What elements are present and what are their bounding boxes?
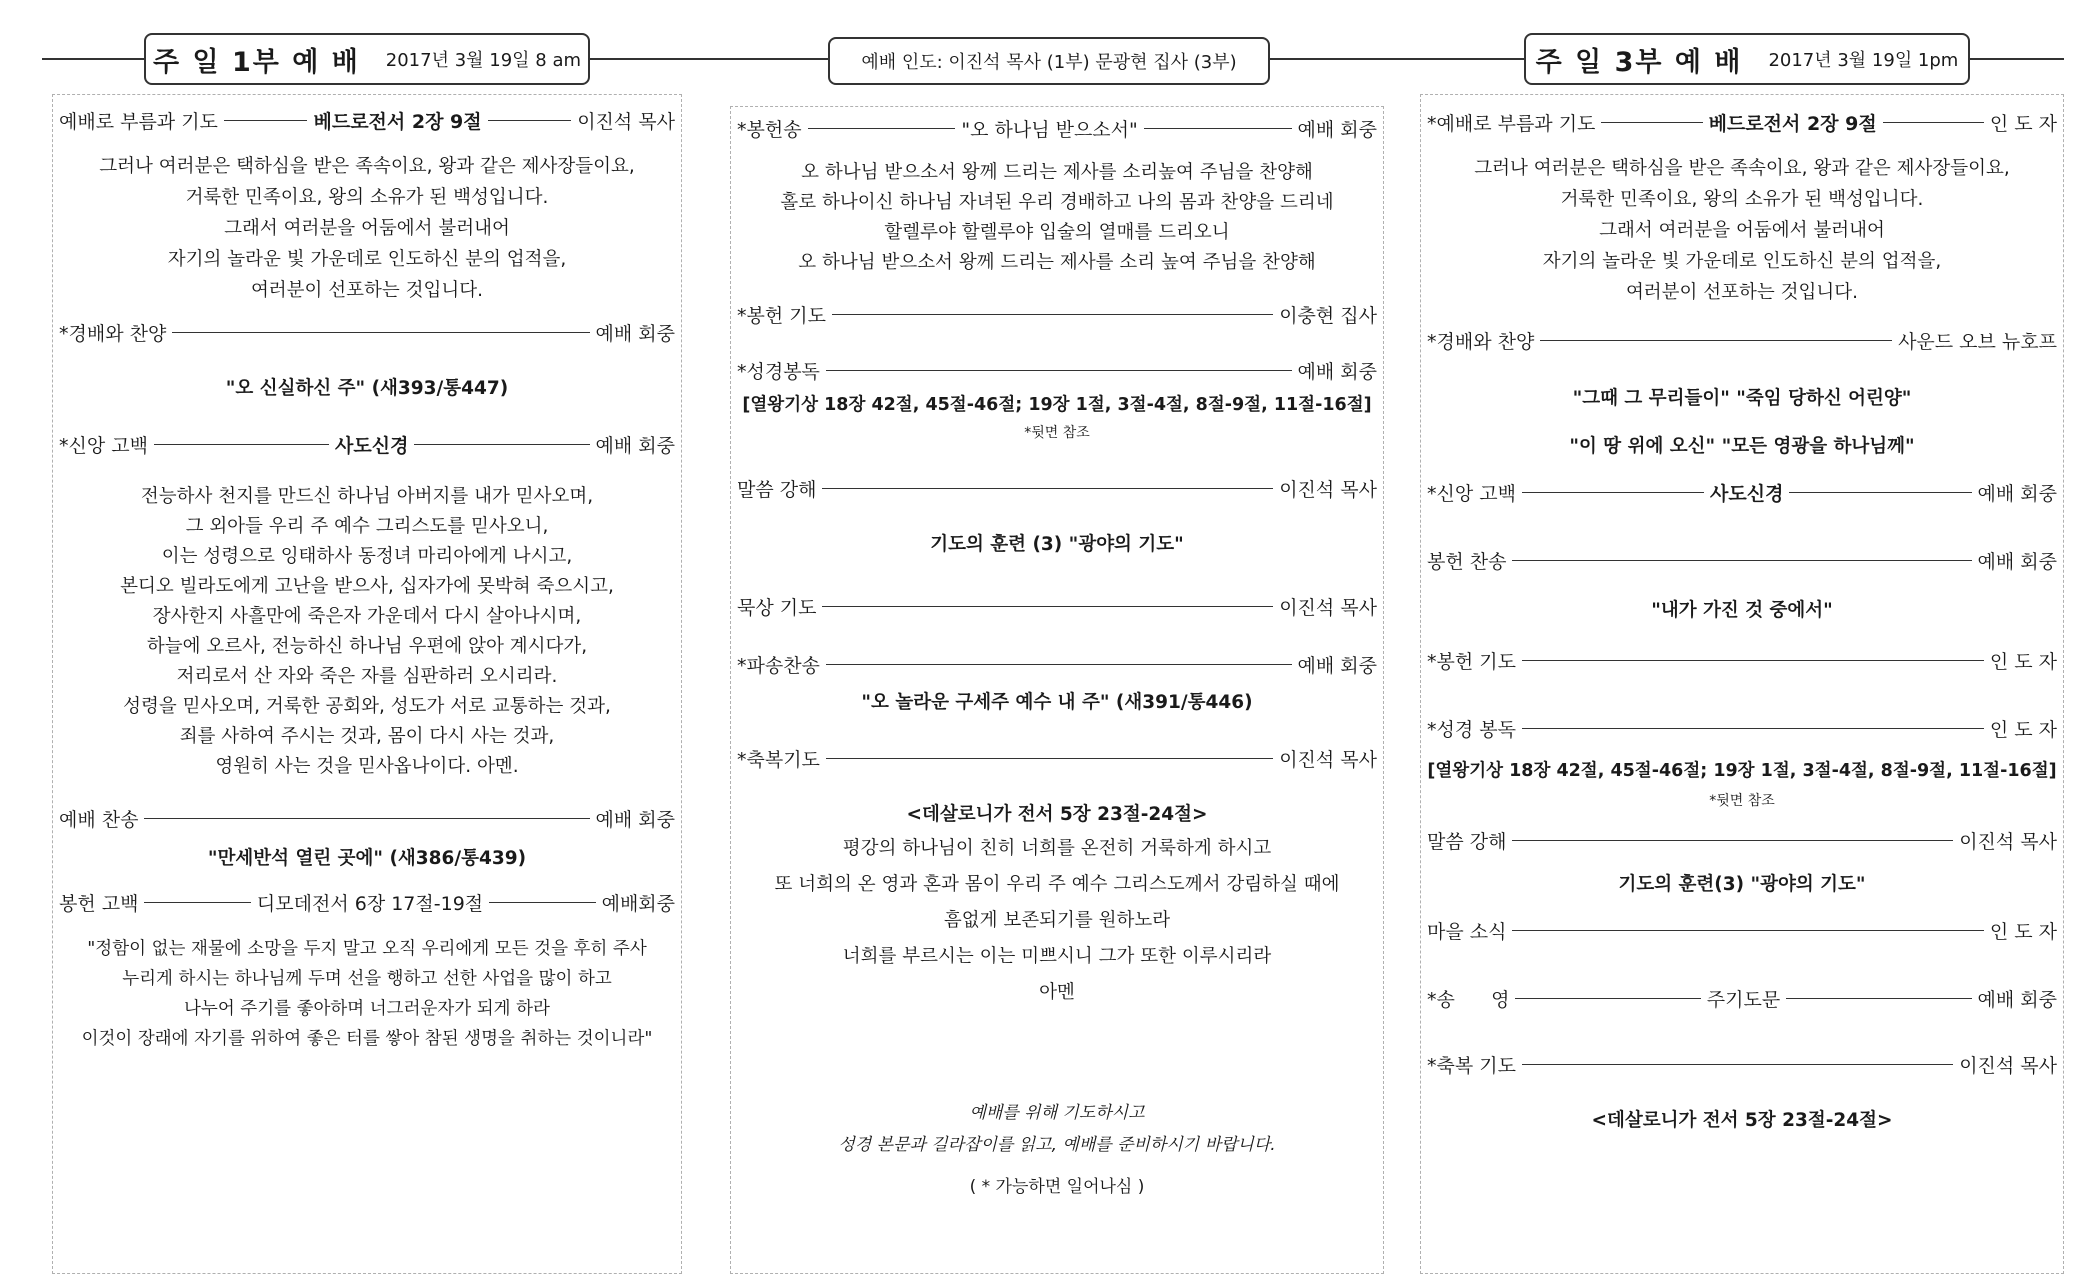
benediction-line: 너희를 부르시는 이는 미쁘시니 그가 또한 이루시리라: [842, 946, 1272, 967]
presider: 인 도 자: [1989, 112, 2058, 135]
leader-line: [1512, 560, 1971, 561]
scripture-ref: 베드로전서 2장 9절: [313, 110, 482, 133]
creed-line: 성령을 믿사오며, 거룩한 공회와, 성도가 서로 교통하는 것과,: [123, 696, 611, 717]
presider: 예배 회중: [1297, 654, 1377, 677]
leader-line: [1540, 340, 1892, 341]
reading-note: *뒷면 참조: [1024, 425, 1090, 441]
verse-line: 여러분이 선포하는 것입니다.: [250, 280, 484, 301]
label: *송 영: [1427, 988, 1510, 1011]
presider: 예배 회중: [1977, 550, 2057, 573]
reading-ref: [열왕기상 18장 42절, 45절-46절; 19장 1절, 3절-4절, 8절-9절, 11절-16절]: [1427, 761, 2057, 781]
panel-first-service: [52, 94, 682, 1274]
creed-line: 저리로서 산 자와 죽은 자를 심판하러 오시리라.: [176, 666, 558, 687]
leader-line: [224, 120, 308, 121]
presider: 예배 회중: [1297, 118, 1378, 141]
praise-song: "오 신실하신 주" (새393/통447): [225, 378, 509, 399]
sending-song: "오 놀라운 구세주 예수 내 주" (새391/통446): [861, 692, 1253, 713]
leader-line: [1601, 122, 1702, 123]
reading-note: *뒷면 참조: [1709, 793, 1775, 809]
row-offering-confession: [59, 887, 675, 917]
row-creed: [1427, 477, 2057, 507]
presider: 예배 회중: [595, 322, 675, 345]
benediction-line: 흠없게 보존되기를 원하노라: [943, 910, 1171, 931]
row-offering-prayer: [1427, 645, 2057, 675]
right-date: 2017년 3월 19일 1pm: [1768, 50, 1959, 71]
row-benediction: [737, 743, 1377, 773]
leader-line: [832, 314, 1273, 315]
row-offering-prayer: [737, 299, 1377, 329]
notice-line: 성경 본문과 길라잡이를 읽고, 예배를 준비하시기 바랍니다.: [838, 1135, 1276, 1155]
leader-line: [1512, 930, 1983, 931]
creed-line: 그 외아들 우리 주 예수 그리스도를 믿사오니,: [185, 516, 549, 537]
worship-leader: 예배 인도: 이진석 목사 (1부) 문광현 집사 (3부): [861, 52, 1237, 73]
header-rule-4: [1968, 58, 2064, 60]
presider: 사운드 오브 뉴호프: [1898, 330, 2057, 353]
verse-line: 여러분이 선포하는 것입니다.: [1625, 282, 1859, 303]
presider: 예배회중: [601, 892, 676, 915]
offering-verse: 누리게 하시는 하나님께 두며 선을 행하고 선한 사업을 많이 하고: [122, 969, 612, 989]
row-offering-song: [737, 113, 1377, 143]
leader-line: [1522, 492, 1704, 493]
left-date: 2017년 3월 19일 8 am: [385, 50, 582, 71]
presider: 이진석 목사: [1959, 830, 2057, 853]
label: *성경봉독: [737, 360, 820, 383]
lyric-line: 할렐루야 할렐루야 입술의 열매를 드리오니: [884, 222, 1230, 243]
right-title: 주 일 3부 예 배: [1535, 46, 1743, 78]
label: 마을 소식: [1427, 920, 1507, 943]
verse-line: 그러나 여러분은 택하심을 받은 족속이요, 왕과 같은 제사장들이요,: [1474, 158, 2010, 179]
label: *예배로 부름과 기도: [1427, 112, 1596, 135]
notice-line: 예배를 위해 기도하시고: [969, 1103, 1145, 1123]
leader-line: [489, 902, 595, 903]
label: *파송찬송: [737, 654, 820, 677]
praise-songs: "그때 그 무리들이" "죽임 당하신 어린양": [1572, 388, 1912, 409]
presider: 이진석 목사: [577, 110, 676, 133]
header-leader-box: [828, 37, 1270, 85]
song-title: "오 하나님 받으소서": [961, 118, 1138, 141]
label: *봉헌송: [737, 118, 802, 141]
leader-line: [1522, 728, 1984, 729]
creed-name: 사도신경: [1710, 482, 1784, 505]
label: 말씀 강해: [737, 478, 817, 501]
label: *경배와 찬양: [1427, 330, 1535, 353]
sermon-title: 기도의 훈련 (3) "광야의 기도": [930, 534, 1184, 555]
verse-line: 거룩한 민족이요, 왕의 소유가 된 백성입니다.: [185, 187, 549, 208]
leader-line: [1522, 1064, 1953, 1065]
row-benediction: [1427, 1049, 2057, 1079]
row-praise: [59, 317, 675, 347]
creed-line: 전능하사 천지를 만드신 하나님 아버지를 내가 믿사오며,: [140, 486, 594, 507]
header-rule-1: [42, 58, 148, 60]
hymn-song: "만세반석 열린 곳에" (새386/통439): [207, 848, 527, 869]
creed-line: 하늘에 오르사, 전능하신 하나님 우편에 앉아 계시다가,: [146, 636, 588, 657]
creed-line: 이는 성령으로 잉태하사 동정녀 마리아에게 나시고,: [161, 546, 573, 567]
row-call-to-worship: [1427, 107, 2057, 137]
leader-line: [826, 370, 1292, 371]
presider: 예배 회중: [595, 808, 675, 831]
panel-third-service: [1420, 94, 2064, 1274]
row-call-to-worship: [59, 105, 675, 135]
row-creed: [59, 429, 675, 459]
presider: 이진석 목사: [1959, 1054, 2057, 1077]
offering-verse: 이것이 장래에 자기를 위하여 좋은 터를 쌓아 참된 생명을 취하는 것이니라": [81, 1029, 653, 1049]
benediction-line: 아멘: [1039, 982, 1075, 1003]
presider: 이진석 목사: [1279, 478, 1377, 501]
scripture-ref: 베드로전서 2장 9절: [1708, 112, 1877, 135]
lyric-line: 오 하나님 받으소서 왕께 드리는 제사를 소리높여 주님을 찬양해: [801, 162, 1313, 183]
leader-line: [172, 332, 589, 333]
header-rule-3: [1268, 58, 1526, 60]
benediction-line: 또 너희의 온 영과 혼과 몸이 우리 주 예수 그리스도께서 강림하실 때에: [774, 874, 1340, 895]
presider: 예배 회중: [1977, 482, 2058, 505]
row-scripture-reading: [1427, 713, 2057, 743]
presider: 이충현 집사: [1279, 304, 1377, 327]
hymn-song: "내가 가진 것 중에서": [1651, 600, 1833, 621]
label: 묵상 기도: [737, 596, 817, 619]
lyric-line: 오 하나님 받으소서 왕께 드리는 제사를 소리 높여 주님을 찬양해: [798, 252, 1316, 273]
left-title: 주 일 1부 예 배: [152, 46, 360, 78]
header-right-box: [1524, 33, 1970, 85]
presider: 예배 회중: [595, 434, 676, 457]
row-sermon: [1427, 825, 2057, 855]
label: 예배로 부름과 기도: [59, 110, 218, 133]
verse-line: 그래서 여러분을 어둠에서 불러내어: [224, 218, 510, 239]
creed-line: 본디오 빌라도에게 고난을 받으사, 십자가에 못박혀 죽으시고,: [120, 576, 614, 597]
label: *축복기도: [737, 748, 820, 771]
creed-line: 장사한지 사흘만에 죽은자 가운데서 다시 살아나시며,: [152, 606, 582, 627]
creed-line: 죄를 사하여 주시는 것과, 몸이 다시 사는 것과,: [179, 726, 555, 747]
label: *봉헌 기도: [1427, 650, 1516, 673]
row-doxology: [1427, 983, 2057, 1013]
lyric-line: 홀로 하나이신 하나님 자녀된 우리 경배하고 나의 몸과 찬양을 드리네: [780, 192, 1334, 213]
presider: 인 도 자: [1989, 718, 2057, 741]
leader-line: [1144, 128, 1292, 129]
row-sermon: [737, 473, 1377, 503]
presider: 인 도 자: [1989, 650, 2057, 673]
label: 예배 찬송: [59, 808, 139, 831]
benediction-ref: <데살로니가 전서 5장 23절-24절>: [906, 804, 1208, 825]
leader-line: [808, 128, 956, 129]
row-village-news: [1427, 915, 2057, 945]
praise-songs: "이 땅 위에 오신" "모든 영광을 하나님께": [1569, 436, 1915, 457]
label: 봉헌 찬송: [1427, 550, 1507, 573]
leader-line: [1522, 660, 1984, 661]
leader-line: [488, 120, 572, 121]
leader-line: [1515, 998, 1700, 999]
header-left-box: [144, 33, 590, 85]
presider: 인 도 자: [1989, 920, 2057, 943]
leader-line: [822, 488, 1273, 489]
verse-line: 그래서 여러분을 어둠에서 불러내어: [1599, 220, 1885, 241]
creed-name: 사도신경: [335, 434, 409, 457]
label: *봉헌 기도: [737, 304, 826, 327]
row-offering-hymn: [1427, 545, 2057, 575]
label: 말씀 강해: [1427, 830, 1507, 853]
row-hymn: [59, 803, 675, 833]
presider: 이진석 목사: [1279, 596, 1377, 619]
sermon-title: 기도의 훈련(3) "광야의 기도": [1618, 874, 1866, 895]
leader-line: [1789, 492, 1971, 493]
verse-line: 자기의 놀라운 빛 가운데로 인도하신 분의 업적을,: [167, 249, 567, 270]
label: 봉헌 고백: [59, 892, 139, 915]
row-silent-prayer: [737, 591, 1377, 621]
leader-line: [144, 902, 250, 903]
label: *성경 봉독: [1427, 718, 1516, 741]
leader-line: [1786, 998, 1971, 999]
leader-line: [826, 758, 1273, 759]
row-scripture-reading: [737, 355, 1377, 385]
leader-line: [414, 444, 589, 445]
presider: 예배 회중: [1297, 360, 1377, 383]
leader-line: [1512, 840, 1953, 841]
label: *축복 기도: [1427, 1054, 1516, 1077]
offering-verse: 나누어 주기를 좋아하며 너그러운자가 되게 하라: [184, 999, 550, 1019]
presider: 예배 회중: [1977, 988, 2057, 1011]
verse-line: 자기의 놀라운 빛 가운데로 인도하신 분의 업적을,: [1542, 251, 1942, 272]
stand-note: ( * 가능하면 일어나심 ): [969, 1177, 1145, 1197]
leader-line: [1883, 122, 1984, 123]
verse-line: 거룩한 민족이요, 왕의 소유가 된 백성입니다.: [1560, 189, 1924, 210]
leader-line: [822, 606, 1273, 607]
benediction-ref: <데살로니가 전서 5장 23절-24절>: [1591, 1110, 1893, 1131]
reading-ref: [열왕기상 18장 42절, 45절-46절; 19장 1절, 3절-4절, 8절-9절, 11절-16절]: [742, 395, 1372, 415]
creed-line: 영원히 사는 것을 믿사옵나이다. 아멘.: [215, 756, 519, 777]
scripture-ref: 디모데전서 6장 17절-19절: [256, 892, 484, 915]
benediction-line: 평강의 하나님이 친히 너희를 온전히 거룩하게 하시고: [842, 838, 1272, 859]
label: *경배와 찬양: [59, 322, 167, 345]
label: *신앙 고백: [1427, 482, 1516, 505]
lords-prayer: 주기도문: [1706, 988, 1781, 1011]
header-rule-2: [588, 58, 828, 60]
panel-center: [730, 106, 1384, 1274]
presider: 이진석 목사: [1279, 748, 1377, 771]
label: *신앙 고백: [59, 434, 148, 457]
row-sending-hymn: [737, 649, 1377, 679]
row-praise: [1427, 325, 2057, 355]
leader-line: [154, 444, 329, 445]
offering-verse: "정함이 없는 재물에 소망을 두지 말고 오직 우리에게 모든 것을 후히 주사: [87, 939, 647, 959]
leader-line: [144, 818, 589, 819]
verse-line: 그러나 여러분은 택하심을 받은 족속이요, 왕과 같은 제사장들이요,: [99, 156, 635, 177]
leader-line: [826, 664, 1292, 665]
